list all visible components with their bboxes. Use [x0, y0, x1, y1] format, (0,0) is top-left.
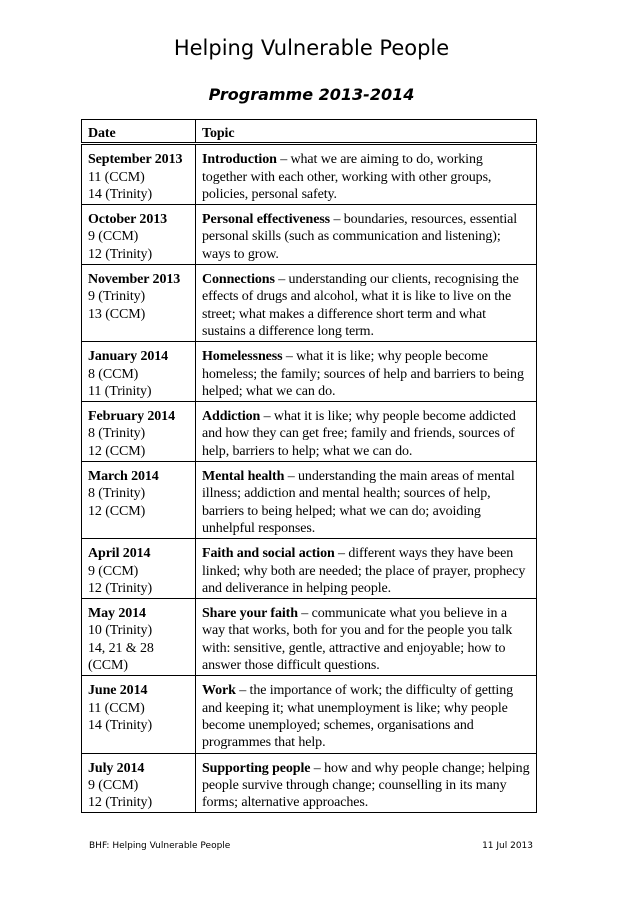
- date-cell: [82, 462, 196, 539]
- date-cell: [82, 539, 196, 599]
- session-date: 9 (CCM): [88, 777, 139, 793]
- date-cell: [82, 753, 196, 813]
- topic-description: – the importance of work; the difficulty of getting and keeping it; what unemployment is like; why people become unemployed; schemes, organisations and programmes that help.: [202, 683, 514, 751]
- topic-cell: [196, 676, 537, 753]
- session-date: 9 (CCM): [88, 229, 139, 245]
- table-header-row: [82, 120, 537, 144]
- date-cell: [82, 676, 196, 753]
- date-column-header: Date: [82, 120, 196, 144]
- programme-subtitle: Programme 2013-2014: [208, 85, 415, 104]
- date-cell: [82, 402, 196, 462]
- session-date: 12 (CCM): [88, 443, 146, 459]
- month-label: October 2013: [88, 212, 168, 228]
- table-row: [82, 342, 537, 402]
- topic-cell: [196, 599, 537, 676]
- date-cell: [82, 265, 196, 342]
- topic-cell: [196, 265, 537, 342]
- table-row: [82, 753, 537, 813]
- session-date: 12 (Trinity): [88, 246, 153, 262]
- topic-title: Mental health: [202, 469, 285, 485]
- topic-cell: [196, 539, 537, 599]
- session-date: 11 (Trinity): [88, 383, 152, 399]
- month-label: June 2014: [88, 683, 148, 699]
- programme-rows: [82, 144, 537, 813]
- month-label: February 2014: [88, 409, 175, 425]
- topic-description: – boundaries, resources, essential personal skills (such as communication and listening); ways to grow.: [202, 212, 518, 262]
- topic-title: Homelessness: [202, 349, 283, 365]
- topic-title: Faith and social action: [202, 546, 335, 562]
- session-date: 12 (Trinity): [88, 795, 153, 811]
- programme-table: [81, 119, 537, 813]
- table-row: [82, 462, 537, 539]
- month-label: March 2014: [88, 469, 159, 485]
- topic-description: – understanding our clients, recognising the effects of drugs and alcohol, what it is like to live on the street; what makes a difference short term and what sustains a difference long term.: [202, 272, 519, 339]
- topic-cell: [196, 402, 537, 462]
- month-label: January 2014: [88, 349, 169, 365]
- session-date: 12 (CCM): [88, 503, 146, 519]
- month-label: April 2014: [88, 546, 151, 562]
- table-row: [82, 676, 537, 753]
- footer-document-title: BHF: Helping Vulnerable People: [89, 841, 231, 851]
- month-label: May 2014: [88, 606, 146, 622]
- session-date: 13 (CCM): [88, 306, 146, 322]
- footer-date: 11 Jul 2013: [482, 841, 533, 851]
- date-cell: [82, 144, 196, 205]
- session-date: 11 (CCM): [88, 700, 145, 716]
- month-label: November 2013: [88, 272, 181, 288]
- session-date: 8 (CCM): [88, 366, 139, 382]
- topic-cell: [196, 342, 537, 402]
- topic-cell: [196, 205, 537, 265]
- table-row: [82, 402, 537, 462]
- session-date: 8 (Trinity): [88, 486, 146, 502]
- topic-title: Connections: [202, 272, 275, 288]
- session-date: 14 (Trinity): [88, 186, 153, 202]
- topic-description: – how and why people change; helping people survive through change; counselling in its many forms; alternative approaches.: [202, 760, 530, 811]
- table-row: [82, 599, 537, 676]
- table-row: [82, 265, 537, 342]
- table-row: [82, 144, 537, 205]
- month-label: September 2013: [88, 152, 183, 168]
- topic-column-header: Topic: [196, 120, 537, 144]
- topic-title: Introduction: [202, 152, 277, 168]
- session-date: 10 (Trinity): [88, 623, 153, 639]
- session-date: 11 (CCM): [88, 169, 145, 185]
- topic-cell: [196, 462, 537, 539]
- topic-title: Personal effectiveness: [202, 212, 331, 228]
- session-date: 9 (CCM): [88, 563, 139, 579]
- session-date: 14 (Trinity): [88, 717, 153, 733]
- session-date: 9 (Trinity): [88, 289, 146, 305]
- session-date: 8 (Trinity): [88, 426, 146, 442]
- topic-description: – different ways they have been linked; why both are needed; the place of prayer, prophecy and deliverance in helping people.: [202, 546, 526, 596]
- topic-description: – what it is like; why people become addicted and how they can get free; family and friends, sources of help, barriers to help; what we can do.: [202, 409, 516, 459]
- topic-cell: [196, 753, 537, 813]
- topic-cell: [196, 144, 537, 205]
- topic-description: – what we are aiming to do, working together with each other, working with other groups, policies, personal safety.: [202, 152, 492, 202]
- table-row: [82, 205, 537, 265]
- topic-title: Work: [202, 683, 236, 699]
- topic-title: Addiction: [202, 409, 261, 425]
- topic-title: Share your faith: [202, 606, 298, 622]
- topic-title: Supporting people: [202, 760, 311, 776]
- date-cell: [82, 599, 196, 676]
- session-date: 12 (Trinity): [88, 580, 153, 596]
- date-cell: [82, 205, 196, 265]
- table-row: [82, 539, 537, 599]
- date-cell: [82, 342, 196, 402]
- page-title: Helping Vulnerable People: [173, 36, 450, 60]
- topic-description: – understanding the main areas of mental illness; addiction and mental health; sources of help, barriers to being helped; what we can do; avoiding unhelpful responses.: [202, 469, 515, 536]
- session-date: 14, 21 & 28 (CCM): [88, 640, 154, 674]
- month-label: July 2014: [88, 760, 145, 776]
- topic-description: – communicate what you believe in a way that works, both for you and for the people you talk with: sensitive, gentle, attractive and enjoyable; how to answer those difficult questions.: [202, 606, 513, 674]
- topic-description: – what it is like; why people become homeless; the family; sources of help and barriers to being helped; what we can do.: [202, 349, 524, 399]
